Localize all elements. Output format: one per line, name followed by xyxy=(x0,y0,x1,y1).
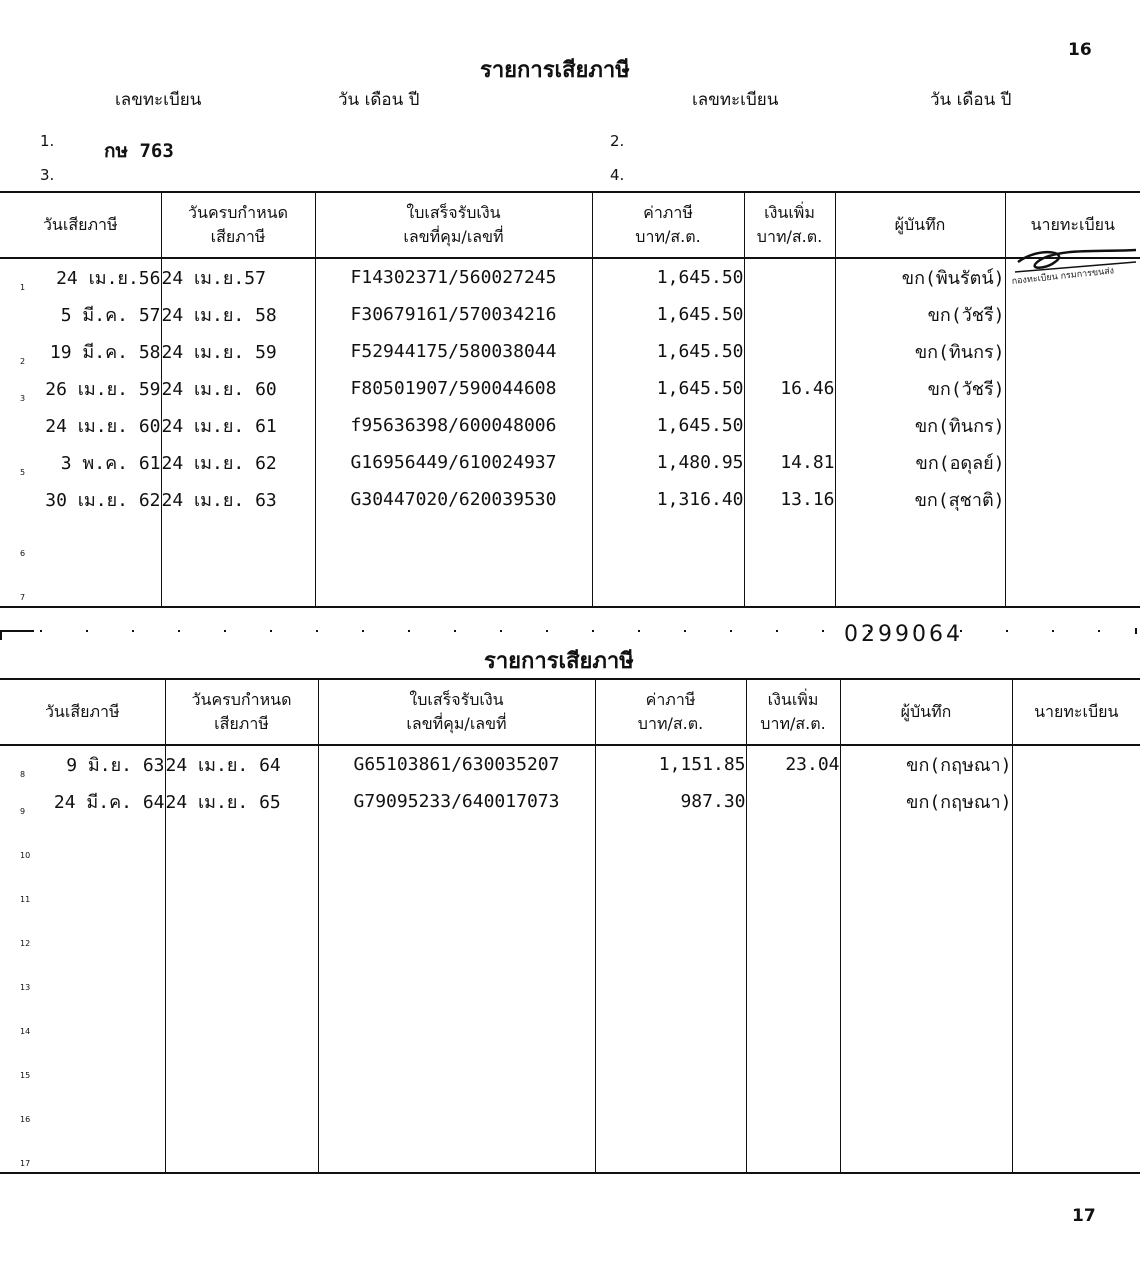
tax-amount-cell xyxy=(595,783,746,820)
receipt-cell xyxy=(318,820,595,864)
receipt-cell xyxy=(318,996,595,1040)
table-row xyxy=(0,296,1140,333)
tax-amount-cell xyxy=(592,407,744,444)
tax-amount-text: 1,645.50 xyxy=(656,304,744,325)
recorder-text: ขก(อดุลย์) xyxy=(915,453,1005,474)
registrar-cell xyxy=(1005,333,1140,370)
registrar-cell xyxy=(1005,407,1140,444)
receipt-cell xyxy=(318,745,595,783)
receipt-cell xyxy=(315,333,592,370)
recorder-cell xyxy=(840,908,1012,952)
row-number: 9 xyxy=(20,807,26,816)
pay-date-cell xyxy=(0,258,161,296)
recorder-cell xyxy=(835,258,1005,296)
section-title-2: รายการเสียภาษี xyxy=(484,648,634,674)
fine-amount-cell xyxy=(744,333,835,370)
tax-amount-cell xyxy=(595,745,746,783)
col-tax: ค่าภาษี บาท/ส.ต. xyxy=(592,192,744,258)
due-date-text: 24 เม.ย.57 xyxy=(161,268,266,289)
due-date-cell xyxy=(165,1084,318,1128)
registration-label-1: เลขทะเบียน xyxy=(115,90,202,110)
fine-amount-cell xyxy=(744,296,835,333)
pay-date-cell xyxy=(0,296,161,333)
table-row xyxy=(0,1040,1140,1084)
receipt-cell xyxy=(318,1040,595,1084)
table-row xyxy=(0,783,1140,820)
recorder-text: ขก(ทินกร) xyxy=(914,416,1005,437)
registration-number-1: 1. xyxy=(40,132,55,150)
tax-amount-text: 1,645.50 xyxy=(656,267,744,288)
tax-amount-cell xyxy=(595,996,746,1040)
tax-amount-text: 1,316.40 xyxy=(656,489,744,510)
pay-date-cell xyxy=(0,1128,165,1173)
receipt-cell xyxy=(315,370,592,407)
tax-amount-text: 1,645.50 xyxy=(656,341,744,362)
due-date-cell xyxy=(165,864,318,908)
row-number: 5 xyxy=(20,468,26,477)
receipt-cell xyxy=(318,908,595,952)
col-fine: เงินเพิ่ม บาท/ส.ต. xyxy=(746,679,840,745)
recorder-cell xyxy=(840,783,1012,820)
fine-amount-cell xyxy=(746,996,840,1040)
col-pay-date: วันเสียภาษี xyxy=(0,679,165,745)
fine-amount-cell xyxy=(746,908,840,952)
registrar-cell xyxy=(1012,1084,1140,1128)
pay-date-cell xyxy=(0,783,165,820)
recorder-text: ขก(วัชรี) xyxy=(927,305,1005,326)
pay-date-text: 19 มี.ค. 58 xyxy=(49,342,161,363)
table-row xyxy=(0,952,1140,996)
col-due-date: วันครบกำหนด เสียภาษี xyxy=(161,192,315,258)
row-number: 14 xyxy=(20,1027,31,1036)
registration-plate-1: กษ 763 xyxy=(104,140,174,162)
registrar-cell xyxy=(1012,864,1140,908)
tax-amount-cell xyxy=(592,518,744,562)
tax-amount-text: 987.30 xyxy=(680,791,746,812)
tax-amount-cell xyxy=(595,952,746,996)
receipt-cell xyxy=(315,481,592,518)
registrar-stamp xyxy=(1000,240,1140,300)
receipt-cell xyxy=(315,562,592,607)
receipt-text: G79095233/640017073 xyxy=(353,791,560,812)
due-date-cell xyxy=(165,996,318,1040)
pay-date-cell xyxy=(0,820,165,864)
receipt-cell xyxy=(315,407,592,444)
due-date-cell xyxy=(165,952,318,996)
row-number: 10 xyxy=(20,851,31,860)
fine-amount-cell xyxy=(746,1040,840,1084)
registrar-cell xyxy=(1012,908,1140,952)
receipt-text: G30447020/620039530 xyxy=(350,489,557,510)
due-date-cell xyxy=(165,908,318,952)
registrar-cell xyxy=(1005,562,1140,607)
row-number: 2 xyxy=(20,357,26,366)
stamp-text: กองทะเบียน กรมการขนส่ง xyxy=(1011,266,1115,287)
table-row xyxy=(0,333,1140,370)
fine-amount-cell xyxy=(744,481,835,518)
page-number-top: 16 xyxy=(1068,40,1092,60)
table-row xyxy=(0,820,1140,864)
tax-amount-text: 1,645.50 xyxy=(656,378,744,399)
tax-amount-cell xyxy=(592,370,744,407)
recorder-cell xyxy=(835,370,1005,407)
pay-date-text: 9 มิ.ย. 63 xyxy=(66,755,165,776)
receipt-cell xyxy=(315,518,592,562)
fine-amount-cell xyxy=(746,745,840,783)
pay-date-cell xyxy=(0,562,161,607)
col-registrar: นายทะเบียน xyxy=(1012,679,1140,745)
fine-amount-cell xyxy=(746,783,840,820)
receipt-cell xyxy=(318,1084,595,1128)
tax-amount-text: 1,480.95 xyxy=(656,452,744,473)
recorder-cell xyxy=(835,562,1005,607)
pay-date-cell xyxy=(0,333,161,370)
due-date-cell xyxy=(165,1040,318,1084)
due-date-cell xyxy=(165,745,318,783)
due-date-cell xyxy=(161,562,315,607)
tax-amount-cell xyxy=(592,333,744,370)
registrar-cell xyxy=(1005,518,1140,562)
recorder-cell xyxy=(840,1040,1012,1084)
due-date-cell xyxy=(161,258,315,296)
pay-date-text: 3 พ.ค. 61 xyxy=(60,453,161,474)
pay-date-text: 24 มี.ค. 64 xyxy=(53,792,165,813)
pay-date-cell xyxy=(0,952,165,996)
col-due-date: วันครบกำหนด เสียภาษี xyxy=(165,679,318,745)
tax-amount-cell xyxy=(595,864,746,908)
fine-amount-cell xyxy=(744,518,835,562)
recorder-cell xyxy=(840,952,1012,996)
pay-date-cell xyxy=(0,1084,165,1128)
col-receipt: ใบเสร็จรับเงิน เลขที่คุม/เลขที่ xyxy=(315,192,592,258)
col-pay-date: วันเสียภาษี xyxy=(0,192,161,258)
tax-amount-cell xyxy=(592,481,744,518)
row-number: 1 xyxy=(20,283,26,292)
pay-date-cell xyxy=(0,996,165,1040)
row-number: 7 xyxy=(20,593,26,602)
recorder-text: ขก(ทินกร) xyxy=(914,342,1005,363)
due-date-text: 24 เม.ย. 63 xyxy=(161,490,277,511)
recorder-cell xyxy=(835,407,1005,444)
recorder-cell xyxy=(835,518,1005,562)
registrar-cell xyxy=(1005,296,1140,333)
fine-amount-cell xyxy=(744,370,835,407)
recorder-cell xyxy=(840,1084,1012,1128)
due-date-text: 24 เม.ย. 65 xyxy=(165,792,281,813)
tax-amount-text: 1,151.85 xyxy=(658,754,746,775)
fine-amount-cell xyxy=(746,1128,840,1173)
table-row xyxy=(0,258,1140,296)
due-date-cell xyxy=(165,820,318,864)
due-date-cell xyxy=(161,444,315,481)
row-number: 8 xyxy=(20,770,26,779)
registrar-cell xyxy=(1012,996,1140,1040)
fine-amount-cell xyxy=(746,1084,840,1128)
table-row xyxy=(0,407,1140,444)
receipt-cell xyxy=(318,864,595,908)
due-date-cell xyxy=(161,333,315,370)
registration-number-4: 4. xyxy=(610,166,625,184)
receipt-text: G16956449/610024937 xyxy=(350,452,557,473)
tax-table-2 xyxy=(0,678,1140,1174)
pay-date-cell xyxy=(0,864,165,908)
tax-amount-cell xyxy=(595,1040,746,1084)
registrar-cell xyxy=(1012,783,1140,820)
table-row xyxy=(0,908,1140,952)
pay-date-text: 24 เม.ย. 60 xyxy=(45,416,161,437)
tax-amount-cell xyxy=(595,908,746,952)
due-date-text: 24 เม.ย. 62 xyxy=(161,453,277,474)
tax-amount-cell xyxy=(592,562,744,607)
table-header-row xyxy=(0,192,1140,258)
registrar-cell xyxy=(1012,820,1140,864)
row-number: 13 xyxy=(20,983,31,992)
due-date-cell xyxy=(161,407,315,444)
due-date-text: 24 เม.ย. 58 xyxy=(161,305,277,326)
due-date-text: 24 เม.ย. 61 xyxy=(161,416,277,437)
pay-date-cell xyxy=(0,444,161,481)
receipt-text: F80501907/590044608 xyxy=(350,378,557,399)
registrar-cell xyxy=(1012,1128,1140,1173)
recorder-cell xyxy=(840,864,1012,908)
due-date-cell xyxy=(161,481,315,518)
recorder-cell xyxy=(835,444,1005,481)
pay-date-cell xyxy=(0,745,165,783)
serial-number: 0299064 xyxy=(844,622,963,647)
registrar-cell xyxy=(1012,745,1140,783)
fine-amount-cell xyxy=(744,407,835,444)
tax-amount-cell xyxy=(595,820,746,864)
due-date-cell xyxy=(161,296,315,333)
pay-date-text: 5 มี.ค. 57 xyxy=(60,305,161,326)
col-recorder: ผู้บันทึก xyxy=(835,192,1005,258)
date-label-2: วัน เดือน ปี xyxy=(930,90,1012,110)
fine-amount-text: 23.04 xyxy=(785,754,840,775)
tax-amount-cell xyxy=(592,444,744,481)
receipt-text: G65103861/630035207 xyxy=(353,754,560,775)
table-row xyxy=(0,1128,1140,1173)
table-row xyxy=(0,996,1140,1040)
pay-date-text: 24 เม.ย.56 xyxy=(56,268,161,289)
date-label-1: วัน เดือน ปี xyxy=(338,90,420,110)
tax-amount-cell xyxy=(592,258,744,296)
table-row xyxy=(0,1084,1140,1128)
col-receipt: ใบเสร็จรับเงิน เลขที่คุม/เลขที่ xyxy=(318,679,595,745)
due-date-text: 24 เม.ย. 60 xyxy=(161,379,277,400)
registration-number-3: 3. xyxy=(40,166,55,184)
row-number: 6 xyxy=(20,549,26,558)
receipt-cell xyxy=(315,296,592,333)
due-date-cell xyxy=(165,783,318,820)
due-date-text: 24 เม.ย. 64 xyxy=(165,755,281,776)
page-number-bottom: 17 xyxy=(1072,1206,1096,1226)
pay-date-cell xyxy=(0,518,161,562)
recorder-text: ขก(กฤษณา) xyxy=(906,755,1012,776)
recorder-text: ขก(สุชาติ) xyxy=(914,490,1005,511)
col-recorder: ผู้บันทึก xyxy=(840,679,1012,745)
recorder-text: ขก(พินรัตน์) xyxy=(901,268,1005,289)
receipt-cell xyxy=(315,444,592,481)
col-registrar: นายทะเบียน xyxy=(1005,192,1140,258)
due-date-cell xyxy=(165,1128,318,1173)
table-row xyxy=(0,444,1140,481)
receipt-cell xyxy=(318,1128,595,1173)
fine-amount-cell xyxy=(746,952,840,996)
fine-amount-cell xyxy=(746,820,840,864)
table-row xyxy=(0,745,1140,783)
recorder-text: ขก(กฤษณา) xyxy=(906,792,1012,813)
fine-amount-cell xyxy=(746,864,840,908)
table-row xyxy=(0,481,1140,518)
registrar-cell xyxy=(1005,370,1140,407)
table-row xyxy=(0,562,1140,607)
receipt-cell xyxy=(318,952,595,996)
recorder-cell xyxy=(840,996,1012,1040)
receipt-text: f95636398/600048006 xyxy=(350,415,557,436)
table-header-row xyxy=(0,679,1140,745)
recorder-text: ขก(วัชรี) xyxy=(927,379,1005,400)
recorder-cell xyxy=(840,745,1012,783)
pay-date-cell xyxy=(0,407,161,444)
pay-date-text: 30 เม.ย. 62 xyxy=(45,490,161,511)
recorder-cell xyxy=(835,296,1005,333)
tax-amount-cell xyxy=(595,1128,746,1173)
registrar-cell xyxy=(1005,481,1140,518)
cut-line xyxy=(0,628,1140,640)
tax-amount-cell xyxy=(592,296,744,333)
col-fine: เงินเพิ่ม บาท/ส.ต. xyxy=(744,192,835,258)
due-date-text: 24 เม.ย. 59 xyxy=(161,342,277,363)
registrar-cell xyxy=(1012,1040,1140,1084)
row-number: 16 xyxy=(20,1115,31,1124)
table-row xyxy=(0,370,1140,407)
table-row xyxy=(0,518,1140,562)
receipt-text: F30679161/570034216 xyxy=(350,304,557,325)
pay-date-cell xyxy=(0,1040,165,1084)
fine-amount-cell xyxy=(744,258,835,296)
fine-amount-text: 13.16 xyxy=(780,489,835,510)
pay-date-cell xyxy=(0,370,161,407)
tax-amount-text: 1,645.50 xyxy=(656,415,744,436)
registration-number-2: 2. xyxy=(610,132,625,150)
receipt-text: F52944175/580038044 xyxy=(350,341,557,362)
due-date-cell xyxy=(161,370,315,407)
receipt-cell xyxy=(318,783,595,820)
table-row xyxy=(0,864,1140,908)
registration-label-2: เลขทะเบียน xyxy=(692,90,779,110)
row-number: 17 xyxy=(20,1159,31,1168)
page-title: รายการเสียภาษี xyxy=(480,57,630,83)
pay-date-cell xyxy=(0,481,161,518)
recorder-cell xyxy=(835,333,1005,370)
registrar-cell xyxy=(1012,952,1140,996)
recorder-cell xyxy=(840,820,1012,864)
pay-date-text: 26 เม.ย. 59 xyxy=(45,379,161,400)
recorder-cell xyxy=(835,481,1005,518)
row-number: 11 xyxy=(20,895,31,904)
fine-amount-text: 16.46 xyxy=(780,378,835,399)
row-number: 15 xyxy=(20,1071,31,1080)
fine-amount-cell xyxy=(744,444,835,481)
pay-date-cell xyxy=(0,908,165,952)
fine-amount-cell xyxy=(744,562,835,607)
due-date-cell xyxy=(161,518,315,562)
row-number: 12 xyxy=(20,939,31,948)
registrar-cell xyxy=(1005,444,1140,481)
fine-amount-text: 14.81 xyxy=(780,452,835,473)
recorder-cell xyxy=(840,1128,1012,1173)
receipt-cell xyxy=(315,258,592,296)
receipt-text: F14302371/560027245 xyxy=(350,267,557,288)
row-number: 3 xyxy=(20,394,26,403)
col-tax: ค่าภาษี บาท/ส.ต. xyxy=(595,679,746,745)
tax-amount-cell xyxy=(595,1084,746,1128)
tax-table-1 xyxy=(0,191,1140,608)
